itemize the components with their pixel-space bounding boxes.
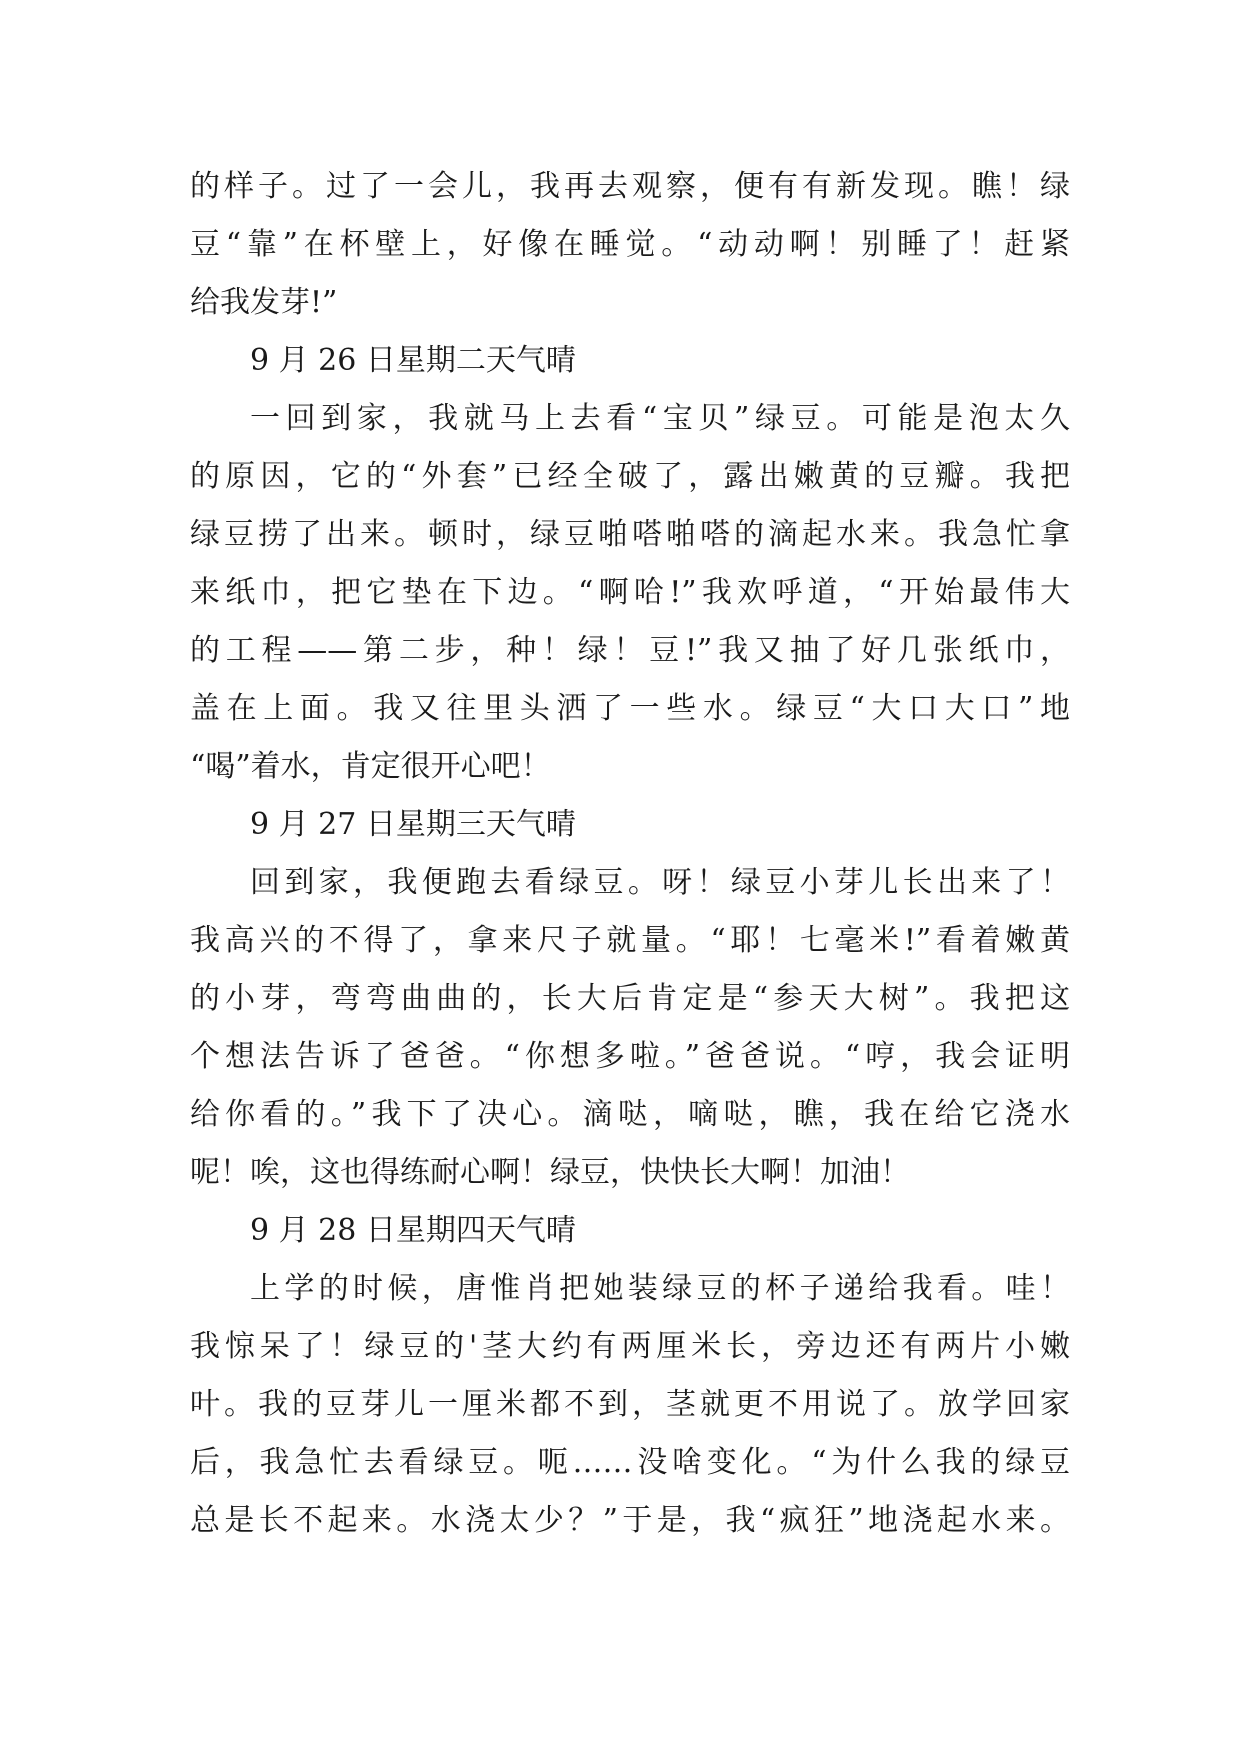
date-heading: 9 月 27 日星期三天气晴 bbox=[250, 807, 576, 842]
document-body bbox=[190, 158, 1070, 1550]
date-heading: 9 月 26 日星期二天气晴 bbox=[250, 343, 576, 378]
text-line: 绿豆捞了出来。顿时，绿豆啪嗒啪嗒的滴起水来。我急忙拿 bbox=[190, 517, 1070, 552]
text-line: 的工程——第二步，种！绿！豆!”我又抽了好几张纸巾， bbox=[190, 633, 1070, 668]
text-line: 盖在上面。我又往里头洒了一些水。绿豆“大口大口”地 bbox=[190, 691, 1070, 726]
text-line: 我高兴的不得了，拿来尺子就量。“耶！七毫米!”看着嫩黄 bbox=[190, 923, 1070, 958]
text-line: 豆“靠”在杯壁上，好像在睡觉。“动动啊！别睡了！赶紧 bbox=[190, 227, 1070, 262]
text-line: 的小芽，弯弯曲曲的，长大后肯定是“参天大树”。我把这 bbox=[190, 981, 1070, 1016]
text-line: 来纸巾，把它垫在下边。“啊哈!”我欢呼道，“开始最伟大 bbox=[190, 575, 1070, 610]
date-heading: 9 月 28 日星期四天气晴 bbox=[250, 1213, 576, 1248]
text-line: 后，我急忙去看绿豆。呃……没啥变化。“为什么我的绿豆 bbox=[190, 1445, 1070, 1480]
text-line: 的样子。过了一会儿，我再去观察，便有有新发现。瞧！绿 bbox=[190, 169, 1070, 204]
text-line: 总是长不起来。水浇太少？”于是，我“疯狂”地浇起水来。 bbox=[190, 1503, 1070, 1538]
paragraph-first-line: 上学的时候，唐惟肖把她装绿豆的杯子递给我看。哇！ bbox=[250, 1271, 1070, 1306]
paragraph-first-line: 回到家，我便跑去看绿豆。呀！绿豆小芽儿长出来了！ bbox=[250, 865, 1070, 900]
text-line: 的原因，它的“外套”已经全破了，露出嫩黄的豆瓣。我把 bbox=[190, 459, 1070, 494]
paragraph-first-line: 一回到家，我就马上去看“宝贝”绿豆。可能是泡太久 bbox=[250, 401, 1070, 436]
text-line: 呢！唉，这也得练耐心啊！绿豆，快快长大啊！加油！ bbox=[190, 1155, 910, 1190]
text-line: 给你看的。”我下了决心。滴哒，嘀哒，瞧，我在给它浇水 bbox=[190, 1097, 1070, 1132]
text-line: 给我发芽!” bbox=[190, 285, 338, 320]
text-line: “喝”着水，肯定很开心吧！ bbox=[190, 749, 551, 784]
text-line: 个想法告诉了爸爸。“你想多啦。”爸爸说。“哼，我会证明 bbox=[190, 1039, 1070, 1074]
text-line: 叶。我的豆芽儿一厘米都不到，茎就更不用说了。放学回家 bbox=[190, 1387, 1070, 1422]
text-line: 我惊呆了！绿豆的'茎大约有两厘米长，旁边还有两片小嫩 bbox=[190, 1329, 1070, 1364]
